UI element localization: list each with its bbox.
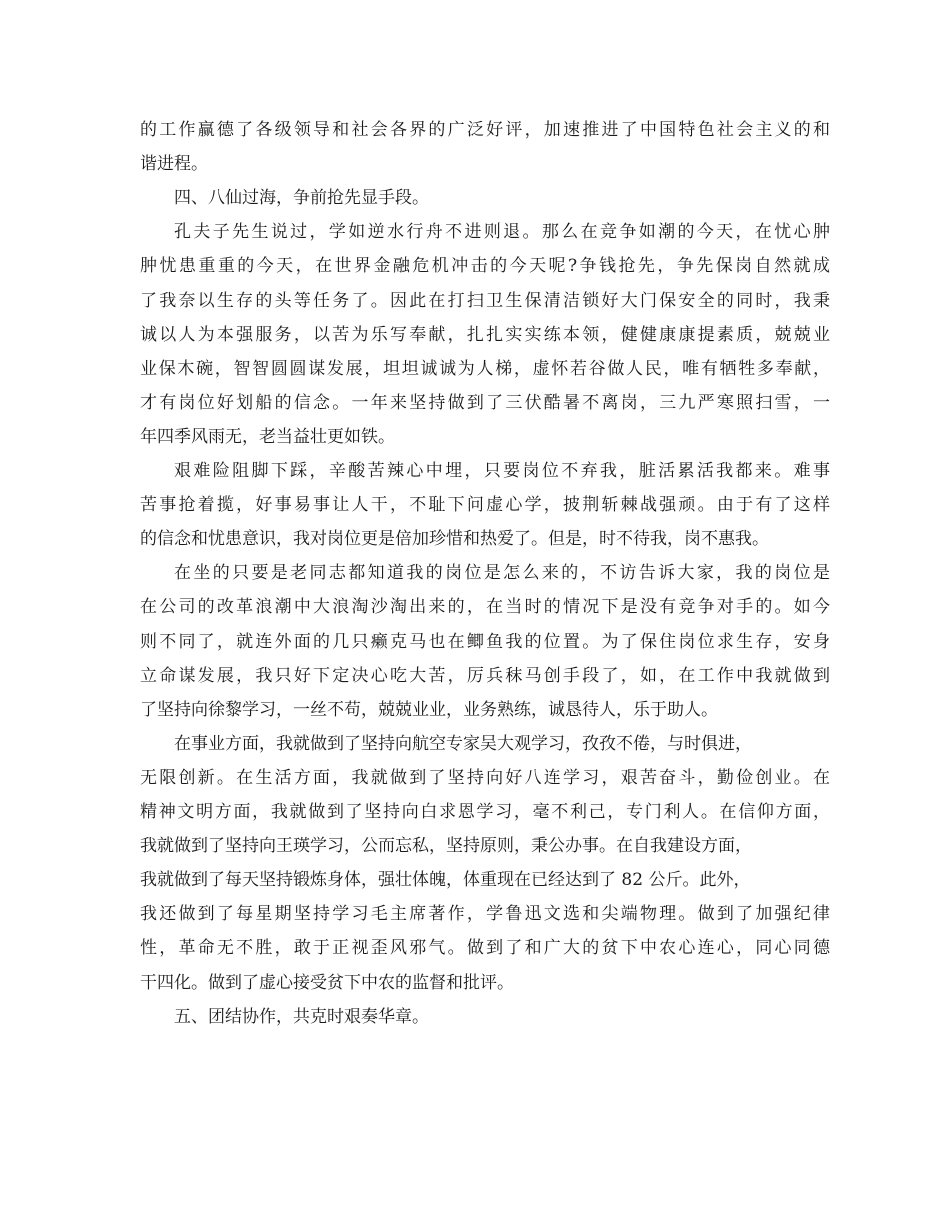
text-line: 在事业方面，我就做到了坚持向航空专家吴大观学习，孜孜不倦，与时俱进，: [174, 733, 752, 754]
text-line: 业保木碗，智智圆圆谋发展，坦坦诚诚为人梯，虚怀若谷做人民，唯有牺牲多奉献，: [140, 358, 830, 379]
text-line: 我还做到了每星期坚持学习毛主席著作，学鲁迅文选和尖端物理。做到了加强纪律: [140, 904, 830, 925]
text-line: 五、团结协作，共克时艰奏华章。: [174, 1006, 429, 1027]
text-line: 诚以人为本强服务，以苦为乐写奉献，扎扎实实练本领，健健康康提素质，兢兢业: [140, 324, 830, 345]
text-line: 的工作赢德了各级领导和社会各界的广泛好评，加速推进了中国特色社会主义的和: [140, 120, 830, 140]
text-line: 苦事抢着揽，好事易事让人干，不耻下问虚心学，披荆斩棘战强顽。由于有了这样: [140, 495, 830, 516]
text-line: 的信念和忧患意识，我对岗位更是倍加珍惜和热爱了。但是，时不待我，岗不惠我。: [140, 529, 769, 550]
text-line: 才有岗位好划船的信念。一年来坚持做到了三伏酷暑不离岗，三九严寒照扫雪，一: [140, 392, 830, 413]
text-line: 我就做到了坚持向王瑛学习，公而忘私，坚持原则，秉公办事。在自我建设方面，: [140, 836, 752, 857]
text-line: 在公司的改革浪潮中大浪淘沙淘出来的，在当时的情况下是没有竞争对手的。如今: [140, 597, 830, 618]
text-line: 精神文明方面，我就做到了坚持向白求恩学习，毫不利己，专门利人。在信仰方面，: [140, 802, 830, 822]
text-line: 了我奈以生存的头等任务了。因此在打扫卫生保清洁锁好大门保安全的同时，我秉: [140, 290, 830, 311]
text-line: 无限创新。在生活方面，我就做到了坚持向好八连学习，艰苦奋斗，勤俭创业。在: [140, 767, 830, 788]
text-line: 了坚持向徐黎学习，一丝不苟，兢兢业业，业务熟练，诚恳待人，乐于助人。: [140, 699, 718, 720]
text-line: 我就做到了每天坚持锻炼身体，强壮体魄，体重现在已经达到了 82 公斤。此外，: [140, 870, 751, 891]
text-line: 艰难险阻脚下踩，辛酸苦辣心中埋，只要岗位不弃我，脏活累活我都来。难事: [174, 461, 830, 481]
text-line: 谐进程。: [140, 154, 208, 175]
text-line: 年四季风雨无，老当益壮更如铁。: [140, 426, 395, 447]
text-line: 肿忧患重重的今天，在世界金融危机冲击的今天呢?争钱抢先，争先保岗自然就成: [140, 256, 830, 277]
text-line: 立命谋发展，我只好下定决心吃大苦，厉兵秣马创手段了，如，在工作中我就做到: [140, 665, 830, 686]
text-line: 在坐的只要是老同志都知道我的岗位是怎么来的，不访告诉大家，我的岗位是: [174, 563, 830, 584]
text-line: 性，革命无不胜，敢于正视歪风邪气。做到了和广大的贫下中农心连心，同心同德: [140, 938, 830, 959]
text-line: 四、八仙过海，争前抢先显手段。: [174, 188, 429, 209]
text-line: 干四化。做到了虚心接受贫下中农的监督和批评。: [140, 972, 514, 993]
text-line: 则不同了，就连外面的几只癞克马也在鲫鱼我的位置。为了保住岗位求生存，安身: [140, 631, 830, 652]
text-line: 孔夫子先生说过，学如逆水行舟不进则退。那么在竞争如潮的今天，在忧心肿: [174, 222, 830, 243]
